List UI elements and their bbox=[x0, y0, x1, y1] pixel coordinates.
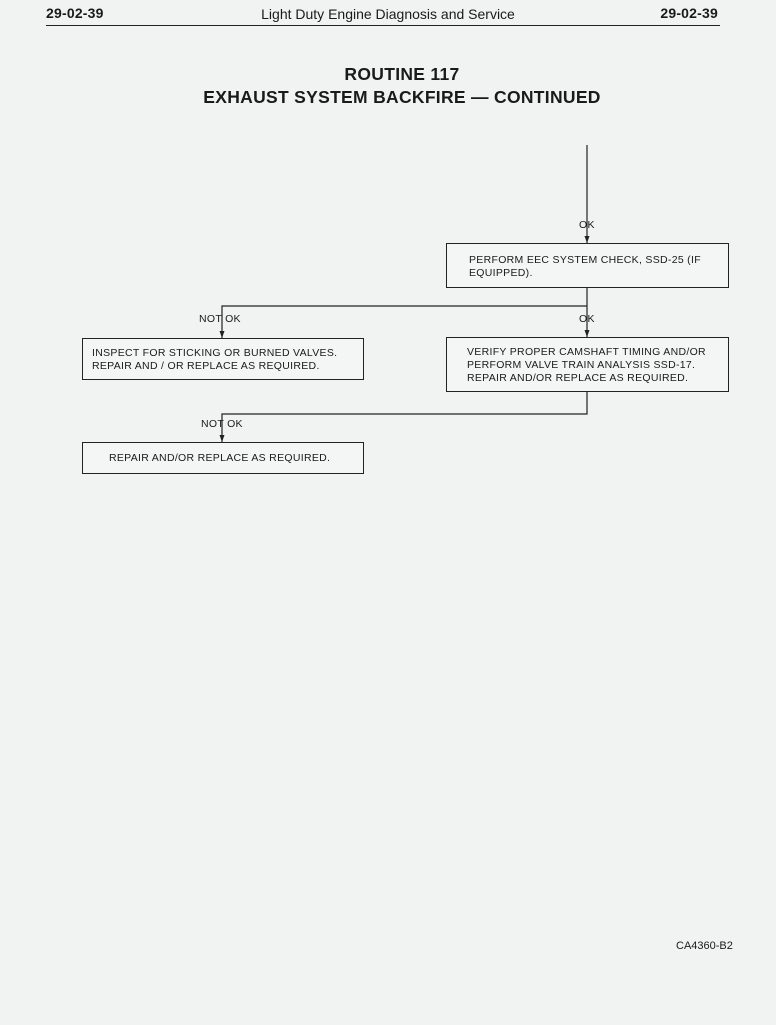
connector-eec-to-valves bbox=[222, 306, 587, 338]
box-verify-camshaft bbox=[446, 337, 729, 392]
routine-subtitle: EXHAUST SYSTEM BACKFIRE — CONTINUED bbox=[203, 87, 601, 107]
box-valves-line-2: REPAIR AND / OR REPLACE AS REQUIRED. bbox=[92, 360, 320, 372]
box-camshaft-line-1: VERIFY PROPER CAMSHAFT TIMING AND/OR bbox=[467, 346, 706, 358]
label-not-ok-valves: NOT OK bbox=[199, 313, 241, 325]
running-header-title: Light Duty Engine Diagnosis and Service bbox=[261, 6, 515, 22]
box-repair-line-1: REPAIR AND/OR REPLACE AS REQUIRED. bbox=[109, 452, 331, 464]
box-inspect-valves bbox=[82, 338, 364, 380]
page-number-right: 29-02-39 bbox=[660, 5, 718, 21]
page-number-left: 29-02-39 bbox=[46, 5, 104, 21]
arrowhead-camshaft bbox=[585, 330, 590, 337]
box-repair-replace bbox=[82, 442, 364, 474]
arrowhead-repair bbox=[220, 435, 225, 442]
box-camshaft-line-3: REPAIR AND/OR REPLACE AS REQUIRED. bbox=[467, 372, 689, 384]
box-eec-system-check bbox=[446, 243, 729, 288]
box-valves-line-1: INSPECT FOR STICKING OR BURNED VALVES. bbox=[92, 347, 338, 359]
connector-camshaft-to-repair bbox=[222, 392, 587, 442]
figure-code: CA4360-B2 bbox=[676, 940, 733, 952]
label-ok-eec: OK bbox=[579, 219, 595, 231]
label-ok-camshaft: OK bbox=[579, 313, 595, 325]
box-eec-line-2: EQUIPPED). bbox=[469, 267, 533, 279]
arrowhead-valves bbox=[220, 331, 225, 338]
box-eec-line-1: PERFORM EEC SYSTEM CHECK, SSD-25 (IF bbox=[469, 254, 701, 266]
box-camshaft-line-2: PERFORM VALVE TRAIN ANALYSIS SSD-17. bbox=[467, 359, 696, 371]
label-not-ok-repair: NOT OK bbox=[201, 418, 243, 430]
arrowhead-eec bbox=[585, 236, 590, 243]
routine-title: ROUTINE 117 bbox=[344, 64, 460, 84]
